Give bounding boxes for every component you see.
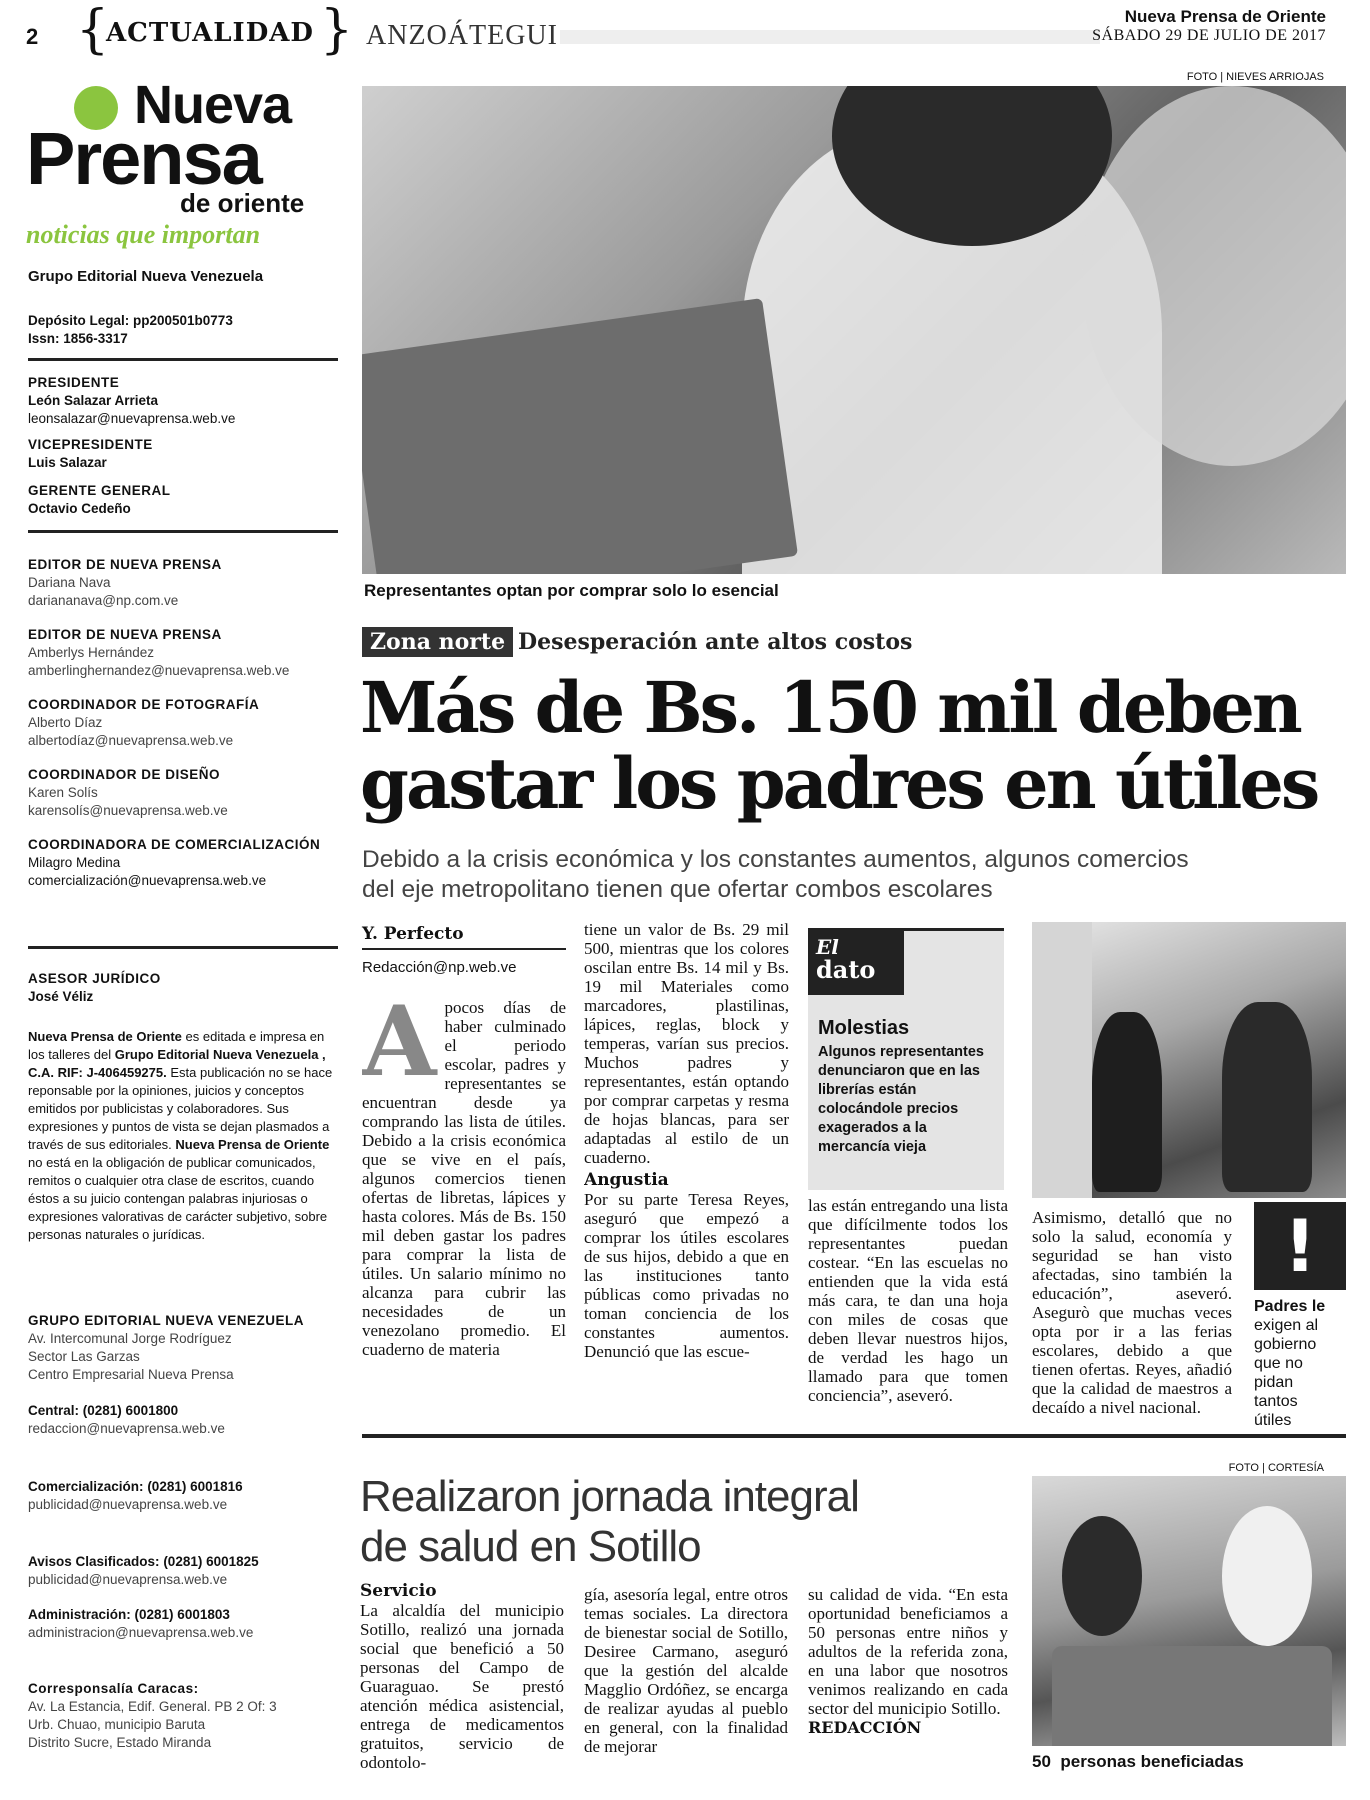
article-column-1 [362, 998, 566, 1428]
legal-name: José Véliz [28, 989, 94, 1004]
header-rule [560, 30, 1100, 44]
staff-email: karensolís@nuevaprensa.web.ve [28, 803, 228, 818]
staff-block-1 [28, 374, 338, 518]
photo-shape [1062, 1516, 1142, 1636]
contact-email: redaccion@nuevaprensa.web.ve [28, 1421, 225, 1436]
disclaimer-paper: Nueva Prensa de Oriente [175, 1137, 330, 1152]
article-column-2 [584, 920, 789, 1430]
staff-name: Luis Salazar [28, 455, 107, 470]
column-text: su calidad de vida. “En esta oportunidad beneficiamos a 50 personas entre niños y adultos de la referida zona, en una labor que nosotros venimos realizando en cada sector del municipio Sotillo. [808, 1585, 1008, 1718]
staff-name: Alberto Díaz [28, 715, 103, 730]
staff-name: Milagro Medina [28, 855, 121, 870]
contact-phone: (0281) 6001825 [163, 1554, 259, 1569]
disclaimer-text: Esta publicación no se hace reponsable por la opiniones, juicios y conceptos emitidos por publicistas y colaboradores. Sus expresiones y puntos de vista se dejan plasmados a través de sus editoriales. [28, 1065, 333, 1152]
caracas-line: Urb. Chuao, municipio Baruta [28, 1717, 206, 1732]
photo-shape [362, 298, 798, 574]
address-line: Av. Intercomunal Jorge Rodríguez [28, 1331, 232, 1346]
alert-text: exigen al gobierno que no pidan tantos útiles [1254, 1317, 1319, 1429]
staff-role: EDITOR DE NUEVA PRENSA [28, 557, 222, 572]
staff-role: COORDINADOR DE FOTOGRAFÍA [28, 697, 260, 712]
health-photo-caption: 50 personas beneficiadas [1032, 1752, 1244, 1771]
staff-entry [28, 436, 338, 472]
photo-shape [1092, 1012, 1162, 1192]
dato-text: Algunos representantes denunciaron que en las librerías están colocándole precios exagerados a la mercancía vieja [818, 1044, 984, 1155]
deck-line-1: Debido a la crisis económica y los constantes aumentos, algunos comercios [362, 846, 1189, 873]
byline-rule [362, 948, 566, 950]
alert-title: Padres le [1254, 1298, 1326, 1315]
dato-label-dato: dato [816, 955, 876, 984]
contact-email: publicidad@nuevaprensa.web.ve [28, 1572, 228, 1587]
byline: Y. Perfecto [362, 924, 464, 944]
staff-entry [28, 626, 338, 680]
sidebar-group: Grupo Editorial Nueva Venezuela [28, 268, 264, 285]
staff-name: Octavio Cedeño [28, 501, 131, 516]
dato-title: Molestias [818, 1017, 910, 1039]
article-column-4: Asimismo, detalló que no solo la salud, economía y seguridad se han visto afectadas, sino también la educación”, aseveró. Asegurò que muchas veces opta por ir a las ferias escolares, debido a que tienen ofertas. Reyes, añadió que la calidad de maestros a decaído a nivel nacional. [1032, 1208, 1232, 1417]
contact-central [28, 1402, 338, 1438]
second-column-1 [360, 1582, 564, 1782]
staff-entry [28, 374, 338, 428]
staff-role: PRESIDENTE [28, 375, 120, 390]
logo-slogan: noticias que importan [26, 220, 261, 249]
contact-label: Avisos Clasificados: [28, 1554, 160, 1569]
paper-name: Nueva Prensa de Oriente [1124, 7, 1326, 26]
address-line: Centro Empresarial Nueva Prensa [28, 1367, 234, 1382]
subhead-angustia: Angustia [584, 1170, 669, 1190]
right-brace: } [320, 0, 354, 60]
staff-name: Karen Solís [28, 785, 98, 800]
photo-credit: FOTO | NIEVES ARRIOJAS [1186, 71, 1324, 83]
contact-label: Comercialización: [28, 1479, 144, 1494]
contact-label: Central: [28, 1403, 80, 1418]
headline-line-2: gastar los padres en útiles [360, 742, 1318, 825]
staff-entry [28, 766, 338, 820]
second-photo-credit: FOTO | CORTESÍA [1228, 1462, 1324, 1474]
staff-email: comercialización@nuevaprensa.web.ve [28, 873, 267, 888]
second-signature: REDACCIÓN [808, 1718, 922, 1737]
legal-role: ASESOR JURÍDICO [28, 971, 161, 986]
staff-block-2 [28, 556, 338, 890]
article-column-3: las están entregando una lista que difícilmente todos los representantes puedan costear. “En las escuelas no entienden que la vida está más cara, te dan una hoja con miles de cosas que deben llevar nuestros hijos, de verdad les hago un llamado para que tomen conciencia”, aseveró. [808, 1196, 1008, 1405]
second-headline-1: Realizaron jornada integral [360, 1472, 859, 1521]
exclamation-icon: ! [1254, 1202, 1346, 1290]
main-photo [362, 86, 1346, 574]
sidebar-rule [28, 530, 338, 533]
page-number: 2 [26, 24, 39, 49]
legal-block [28, 970, 338, 1006]
staff-role: COORDINADOR DE DISEÑO [28, 767, 221, 782]
caracas-title: Corresponsalía Caracas: [28, 1681, 199, 1696]
caracas-line: Distrito Sucre, Estado Miranda [28, 1735, 212, 1750]
disclaimer [28, 1028, 338, 1244]
second-column-2: gía, asesoría legal, entre otros temas sociales. La directora de bienestar social de Sotillo, Desiree Carmano, aseguró que la gestión del alcalde Magglio Ordóñez, se encarga de realizar ayudas al pueblo en general, con la finalidad de mejorar [584, 1585, 788, 1756]
staff-entry [28, 556, 338, 610]
contact-phone: (0281) 6001816 [147, 1479, 243, 1494]
contact-admin [28, 1606, 338, 1642]
staff-role: EDITOR DE NUEVA PRENSA [28, 627, 222, 642]
shop-photo [1032, 922, 1346, 1198]
byline-email: Redacción@np.web.ve [362, 959, 517, 976]
logo-word-oriente: de oriente [180, 188, 305, 218]
contact-phone: (0281) 6001800 [82, 1403, 179, 1418]
staff-email: amberlinghernandez@nuevaprensa.web.ve [28, 663, 290, 678]
contact-comercial [28, 1478, 338, 1514]
contact-phone: (0281) 6001803 [134, 1607, 230, 1622]
section-title: ACTUALIDAD [106, 18, 314, 48]
region-label: ANZOÁTEGUI [366, 20, 558, 51]
contact-email: administracion@nuevaprensa.web.ve [28, 1625, 254, 1640]
main-photo-caption: Representantes optan por comprar solo lo esencial [364, 581, 779, 600]
story-separator [362, 1434, 1346, 1438]
issue-date: SÁBADO 29 DE JULIO DE 2017 [1092, 27, 1326, 44]
disclaimer-text: es editada e impresa en los talleres del [28, 1029, 325, 1062]
contact-email: publicidad@nuevaprensa.web.ve [28, 1497, 228, 1512]
photo-shape [1222, 1506, 1312, 1646]
column-text: Por su parte Teresa Reyes, aseguró que empezó a comprar los útiles escolares de sus hijos, debido a que en las instituciones tanto públicas como privadas no toman conciencia de los constantes aumentos. Denunció que las escue- [584, 1190, 789, 1361]
address-block [28, 1312, 338, 1384]
photo-shape [1032, 922, 1092, 1198]
caracas-line: Av. La Estancia, Edif. General. PB 2 Of: 3 [28, 1699, 277, 1714]
staff-entry [28, 836, 338, 890]
second-headline-2: de salud en Sotillo [360, 1522, 701, 1571]
column-text: tiene un valor de Bs. 29 mil 500, mientras que los colores oscilan entre Bs. 14 mil y Bs. 19 mil Materiales como marcadores, plastilinas, lápices, reglas, block y temperas, varían sus precios. Muchos padres y representantes, están optando por comprar carpetas y resma de hojas blancas, para ser adaptadas al estilo de un cuaderno. [584, 920, 789, 1167]
staff-role: GERENTE GENERAL [28, 483, 171, 498]
contact-label: Administración: [28, 1607, 131, 1622]
contact-avisos [28, 1553, 338, 1589]
deposito-legal: Depósito Legal: pp200501b0773 [28, 313, 233, 328]
staff-email: dariananava@np.com.ve [28, 593, 179, 608]
logo-word-prensa: Prensa [26, 117, 261, 200]
address-line: Sector Las Garzas [28, 1349, 140, 1364]
address-title: GRUPO EDITORIAL NUEVA VENEZUELA [28, 1313, 305, 1328]
dropcap: A [362, 998, 437, 1098]
dato-box [808, 928, 1004, 1190]
column-text: pocos días de haber culminado el periodo escolar, padres y representantes se encuentran desde ya comprando las lista de útiles. Debido a la crisis económica que se vive en el país, algunos comercios tienen ofertas de libretas, lápices y hasta colores. Más de Bs. 150 mil deben gastar los padres para comprar la lista de útiles. Un salario mínimo no alcanza para cubrir las necesidades de un venezolano promedio. El cuaderno de materia [362, 998, 566, 1359]
staff-name: León Salazar Arrieta [28, 393, 159, 408]
health-photo [1032, 1476, 1346, 1746]
staff-email: albertodíaz@nuevaprensa.web.ve [28, 733, 234, 748]
staff-entry [28, 696, 338, 750]
column-text: La alcaldía del municipio Sotillo, realizó una jornada social que benefició a 50 personas del Campo de Guaraguao. Se prestó atención médica asistencial, entrega de medicamentos gratuitos, servicio de odontolo- [360, 1601, 564, 1772]
staff-name: Dariana Nava [28, 575, 111, 590]
staff-email: leonsalazar@nuevaprensa.web.ve [28, 411, 236, 426]
headline-line-1: Más de Bs. 150 mil deben [360, 666, 1300, 749]
second-column-3 [808, 1585, 1008, 1785]
photo-shape [1222, 1002, 1312, 1192]
sidebar-deposito [28, 312, 338, 348]
staff-role: VICEPRESIDENTE [28, 437, 153, 452]
kicker-text: Desesperación ante altos costos [518, 629, 913, 655]
disclaimer-group: Grupo Editorial Nueva Venezuela , C.A. RIF: J-406459275. [28, 1047, 326, 1080]
dato-label [808, 931, 904, 995]
photo-shape [1052, 1646, 1332, 1746]
deck-line-2: del eje metropolitano tienen que ofertar combos escolares [362, 876, 993, 903]
kicker-box: Zona norte [362, 627, 513, 657]
alert-box [1254, 1202, 1346, 1432]
sidebar-rule [28, 358, 338, 361]
issn: Issn: 1856-3317 [28, 331, 128, 346]
logo-word-nueva: Nueva [134, 75, 292, 135]
subhead-servicio: Servicio [360, 1582, 437, 1601]
caracas-block [28, 1680, 338, 1752]
staff-entry [28, 482, 338, 518]
staff-role: COORDINADORA DE COMERCIALIZACIÓN [28, 837, 321, 852]
left-brace: { [76, 0, 110, 60]
disclaimer-paper: Nueva Prensa de Oriente [28, 1029, 182, 1044]
disclaimer-text: no está en la obligación de publicar comunicados, remitos o cualquier otra clase de escritos, cuando éstos a su juicio contengan palabras injuriosas o expresiones valorativas de carácter subjetivo, sobre personas naturales o jurídicas. [28, 1155, 328, 1242]
dato-label-el: El [816, 935, 839, 959]
sidebar-rule [28, 946, 338, 949]
staff-name: Amberlys Hernández [28, 645, 155, 660]
logo [26, 75, 346, 259]
